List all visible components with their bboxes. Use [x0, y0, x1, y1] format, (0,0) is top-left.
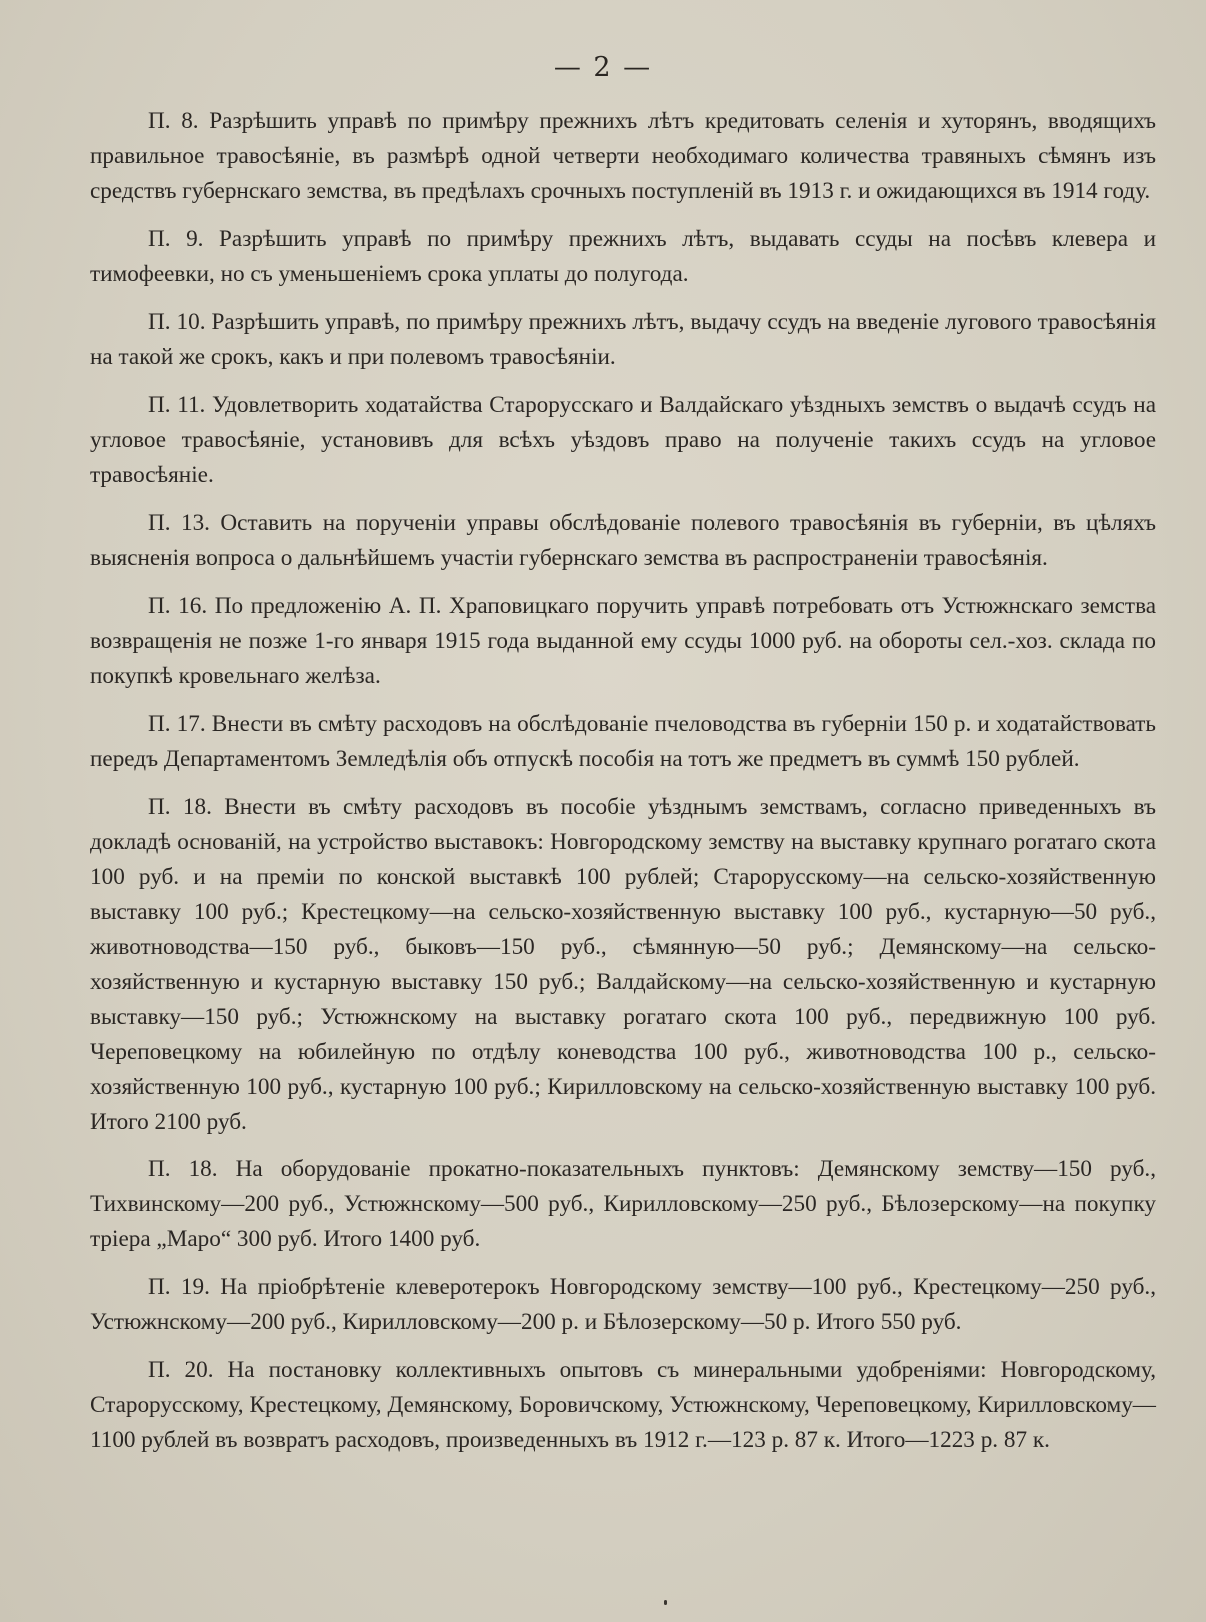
- page-number: — 2 —: [553, 52, 653, 83]
- paragraph-p18-exhibitions: П. 18. Внести въ смѣту расходовъ въ пособіе уѣзднымъ земствамъ, согласно приведенныхъ въ докладѣ основаній, на устройство выставокъ: Новгородскому земству на выставку крупнаго рогатаго скота 100 руб. и на преміи по конской выставкѣ 100 рублей; Старорусскому—на сельско-хозяйственную выставку 100 руб.; Крестецкому—на сельско-хозяйственную выставку 100 руб., кустарную—50 руб., животноводства—150 руб., быковъ—150 руб., сѣмянную—50 руб.; Демянскому—на сельско-хозяйственную и кустарную выставку 150 руб.; Валдайскому—на сельско-хозяйственную и кустарную выставку—150 руб.; Устюжнскому на выставку рогатаго скота 100 руб., передвижную 100 руб. Череповецкому на юбилейную по отдѣлу коневодства 100 руб., животноводства 100 р., сельско-хозяйственную 100 руб., кустарную 100 руб.; Кирилловскому на сельско-хозяйственную выставку 100 руб. Итого 2100 руб.: [90, 794, 1156, 1135]
- paragraph-p10: П. 10. Разрѣшить управѣ, по примѣру прежнихъ лѣтъ, выдачу ссудъ на введеніе лугового травосѣянія на такой же срокъ, какъ и при полевомъ травосѣяніи.: [90, 309, 1156, 370]
- document-body: [90, 104, 1156, 1471]
- paragraph-p11: П. 11. Удовлетворить ходатайства Старорусскаго и Валдайскаго уѣздныхъ земствъ о выдачѣ ссудъ на угловое травосѣяніе, установивъ для всѣхъ уѣздовъ право на полученіе такихъ ссудъ на угловое травосѣяніе.: [90, 392, 1156, 488]
- paragraph-p20: П. 20. На постановку коллективныхъ опытовъ съ минеральными удобреніями: Новгородскому, Старорусскому, Крестецкому, Демянскому, Боровичскому, Устюжнскому, Череповецкому, Кирилловскому—1100 рублей въ возвратъ расходовъ, произведенныхъ въ 1912 г.—123 р. 87 к. Итого—1223 р. 87 к.: [90, 1357, 1156, 1453]
- paragraph-p13: П. 13. Оставить на порученіи управы обслѣдованіе полевого травосѣянія въ губерніи, въ цѣляхъ выясненія вопроса о дальнѣйшемъ участіи губернскаго земства въ распространеніи травосѣянія.: [90, 510, 1156, 571]
- paragraph-p8: П. 8. Разрѣшить управѣ по примѣру прежнихъ лѣтъ кредитовать селенія и хуторянъ, вводящихъ правильное травосѣяніе, въ размѣрѣ одной четверти необходимаго количества травяныхъ сѣмянъ изъ средствъ губернскаго земства, въ предѣлахъ срочныхъ поступленій въ 1913 г. и ожидающихся въ 1914 году.: [90, 108, 1156, 204]
- paragraph-p18-equipment: П. 18. На оборудованіе прокатно-показательныхъ пунктовъ: Демянскому земству—150 руб., Тихвинскому—200 руб., Устюжнскому—500 руб., Кирилловскому—250 руб., Бѣлозерскому—на покупку тріера „Маро“ 300 руб. Итого 1400 руб.: [90, 1156, 1156, 1252]
- paragraph-p19: П. 19. На пріобрѣтеніе клеверотерокъ Новгородскому земству—100 руб., Крестецкому—250 руб., Устюжнскому—200 руб., Кирилловскому—200 р. и Бѣлозерскому—50 р. Итого 550 руб.: [90, 1274, 1156, 1335]
- paragraph-p17: П. 17. Внести въ смѣту расходовъ на обслѣдованіе пчеловодства въ губерніи 150 р. и ходатайствовать передъ Департаментомъ Земледѣлія объ отпускѣ пособія на тотъ же предметъ въ суммѣ 150 рублей.: [90, 711, 1156, 772]
- paragraph-p9: П. 9. Разрѣшить управѣ по примѣру прежнихъ лѣтъ, выдавать ссуды на посѣвъ клевера и тимофеевки, но съ уменьшеніемъ срока уплаты до полугода.: [90, 226, 1156, 287]
- paragraph-p16: П. 16. По предложенію А. П. Храповицкаго поручить управѣ потребовать отъ Устюжнскаго земства возвращенія не позже 1-го января 1915 года выданной ему ссуды 1000 руб. на обороты сел.-хоз. склада по покупкѣ кровельнаго желѣза.: [90, 593, 1156, 689]
- paper-speck: [664, 1600, 667, 1605]
